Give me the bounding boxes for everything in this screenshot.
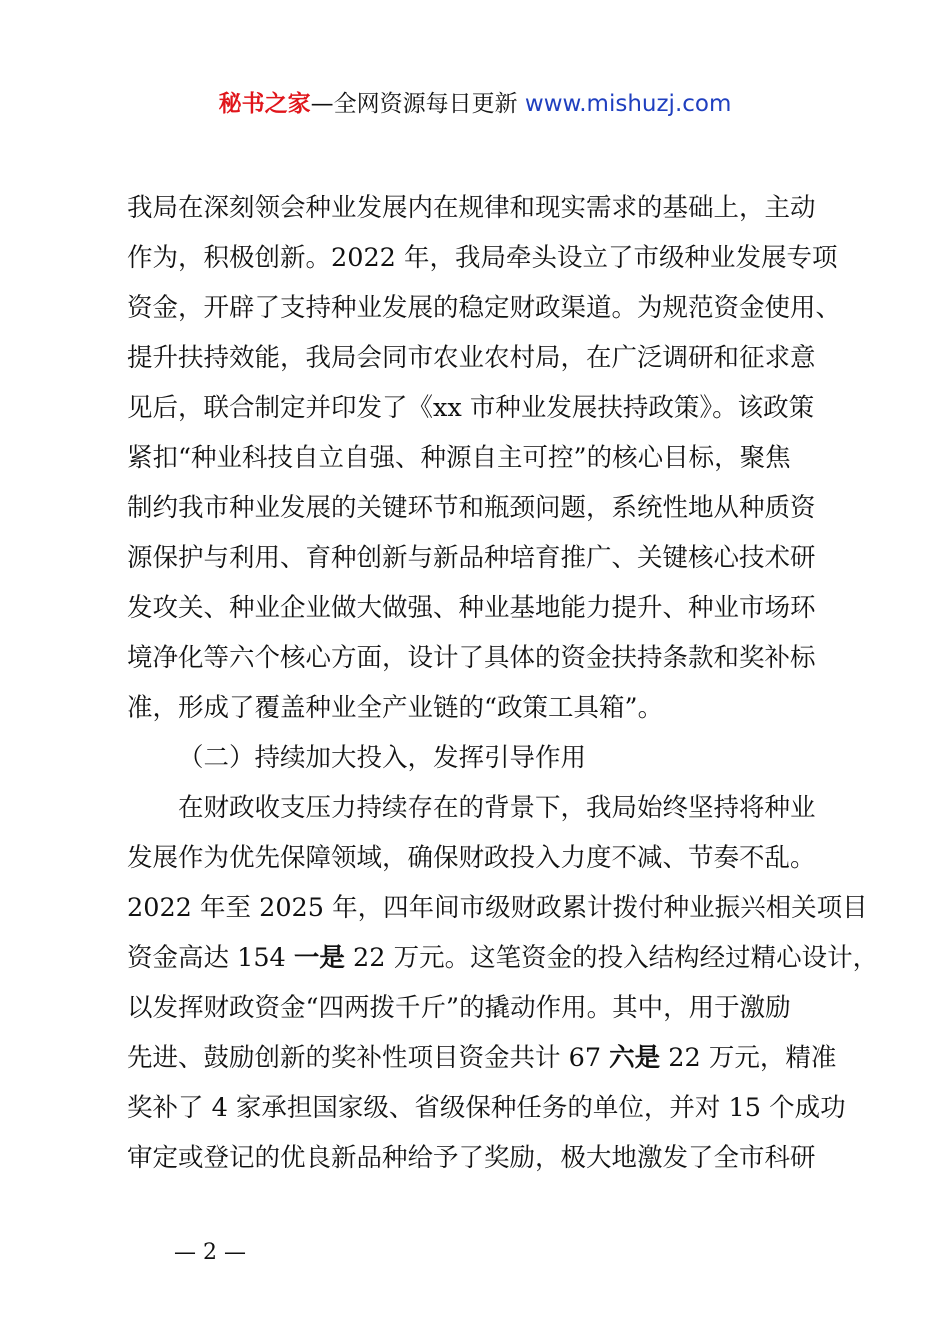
line-text: 发攻关、种业企业做大做强、种业基地能力提升、种业市场环 (127, 593, 816, 623)
page-number: — 2 — (174, 1240, 246, 1265)
line-text: 我局在深刻领会种业发展内在规律和现实需求的基础上，主动 (127, 193, 816, 223)
paragraph-line (127, 583, 831, 633)
heading-text: （二）持续加大投入，发挥引导作用 (178, 743, 587, 773)
paragraph-line (127, 933, 879, 983)
line-text: 见后，联合制定并印发了《xx 市种业发展扶持政策》。该政策 (127, 393, 815, 423)
line-text: 发展作为优先保障领域，确保财政投入力度不减、节奏不乱。 (127, 843, 816, 873)
line-text: 2022 年至 2025 年，四年间市级财政累计拨付种业振兴相关项目 (127, 893, 868, 923)
paragraph-line (127, 533, 831, 583)
line-text: 紧扣“种业科技自立自强、种源自主可控”的核心目标，聚焦 (127, 443, 791, 473)
paragraph-line (127, 1133, 831, 1183)
paragraph-line (127, 1083, 846, 1133)
paragraph-line (127, 183, 831, 233)
line-text: 源保护与利用、育种创新与新品种培育推广、关键核心技术研 (127, 543, 816, 573)
line-text: 制约我市种业发展的关键环节和瓶颈问题，系统性地从种质资 (127, 493, 816, 523)
brand-name: 秘书之家 (218, 91, 311, 117)
bold-text: 一是 (293, 943, 345, 973)
document-body (127, 183, 879, 1183)
paragraph-line (127, 383, 831, 433)
paragraph-line (127, 483, 831, 533)
line-text: 准，形成了覆盖种业全产业链的“政策工具箱”。 (127, 693, 664, 723)
site-header (0, 86, 950, 122)
paragraph-line (127, 783, 831, 833)
paragraph-line (127, 983, 831, 1033)
paragraph-line (127, 883, 868, 933)
line-text: 以发挥财政资金“四两拨千斤”的撬动作用。其中，用于激励 (127, 993, 791, 1023)
line-text-part: 资金高达 154 (127, 943, 294, 973)
line-text: 境净化等六个核心方面，设计了具体的资金扶持条款和奖补标 (127, 643, 816, 673)
header-tagline: —全网资源每日更新 (310, 91, 525, 117)
paragraph-line (127, 833, 831, 883)
line-text-part: 22 万元，精准 (660, 1043, 837, 1073)
paragraph-line (127, 633, 831, 683)
paragraph-line (127, 283, 842, 333)
line-text: 奖补了 4 家承担国家级、省级保种任务的单位，并对 15 个成功 (127, 1093, 846, 1123)
paragraph-line (127, 1033, 837, 1083)
paragraph-line (127, 683, 831, 733)
paragraph-line (127, 433, 831, 483)
line-text: 提升扶持效能，我局会同市农业农村局，在广泛调研和征求意 (127, 343, 816, 373)
line-text: 资金，开辟了支持种业发展的稳定财政渠道。为规范资金使用、 (127, 293, 842, 323)
section-heading (127, 733, 831, 783)
line-text (127, 933, 878, 983)
line-text: 作为，积极创新。2022 年，我局牵头设立了市级种业发展专项 (127, 243, 838, 273)
paragraph-line (127, 233, 838, 283)
bold-text: 六是 (609, 1043, 661, 1073)
line-text: 在财政收支压力持续存在的背景下，我局始终坚持将种业 (178, 793, 816, 823)
site-url-link[interactable]: www.mishuzj.com (524, 91, 732, 117)
line-text-part: 22 万元。这笔资金的投入结构经过精心设计， (344, 943, 879, 973)
line-text: 审定或登记的优良新品种给予了奖励，极大地激发了全市科研 (127, 1143, 816, 1173)
line-text-part: 先进、鼓励创新的奖补性项目资金共计 67 (127, 1043, 610, 1073)
paragraph-line (127, 333, 831, 383)
line-text (127, 1033, 836, 1083)
